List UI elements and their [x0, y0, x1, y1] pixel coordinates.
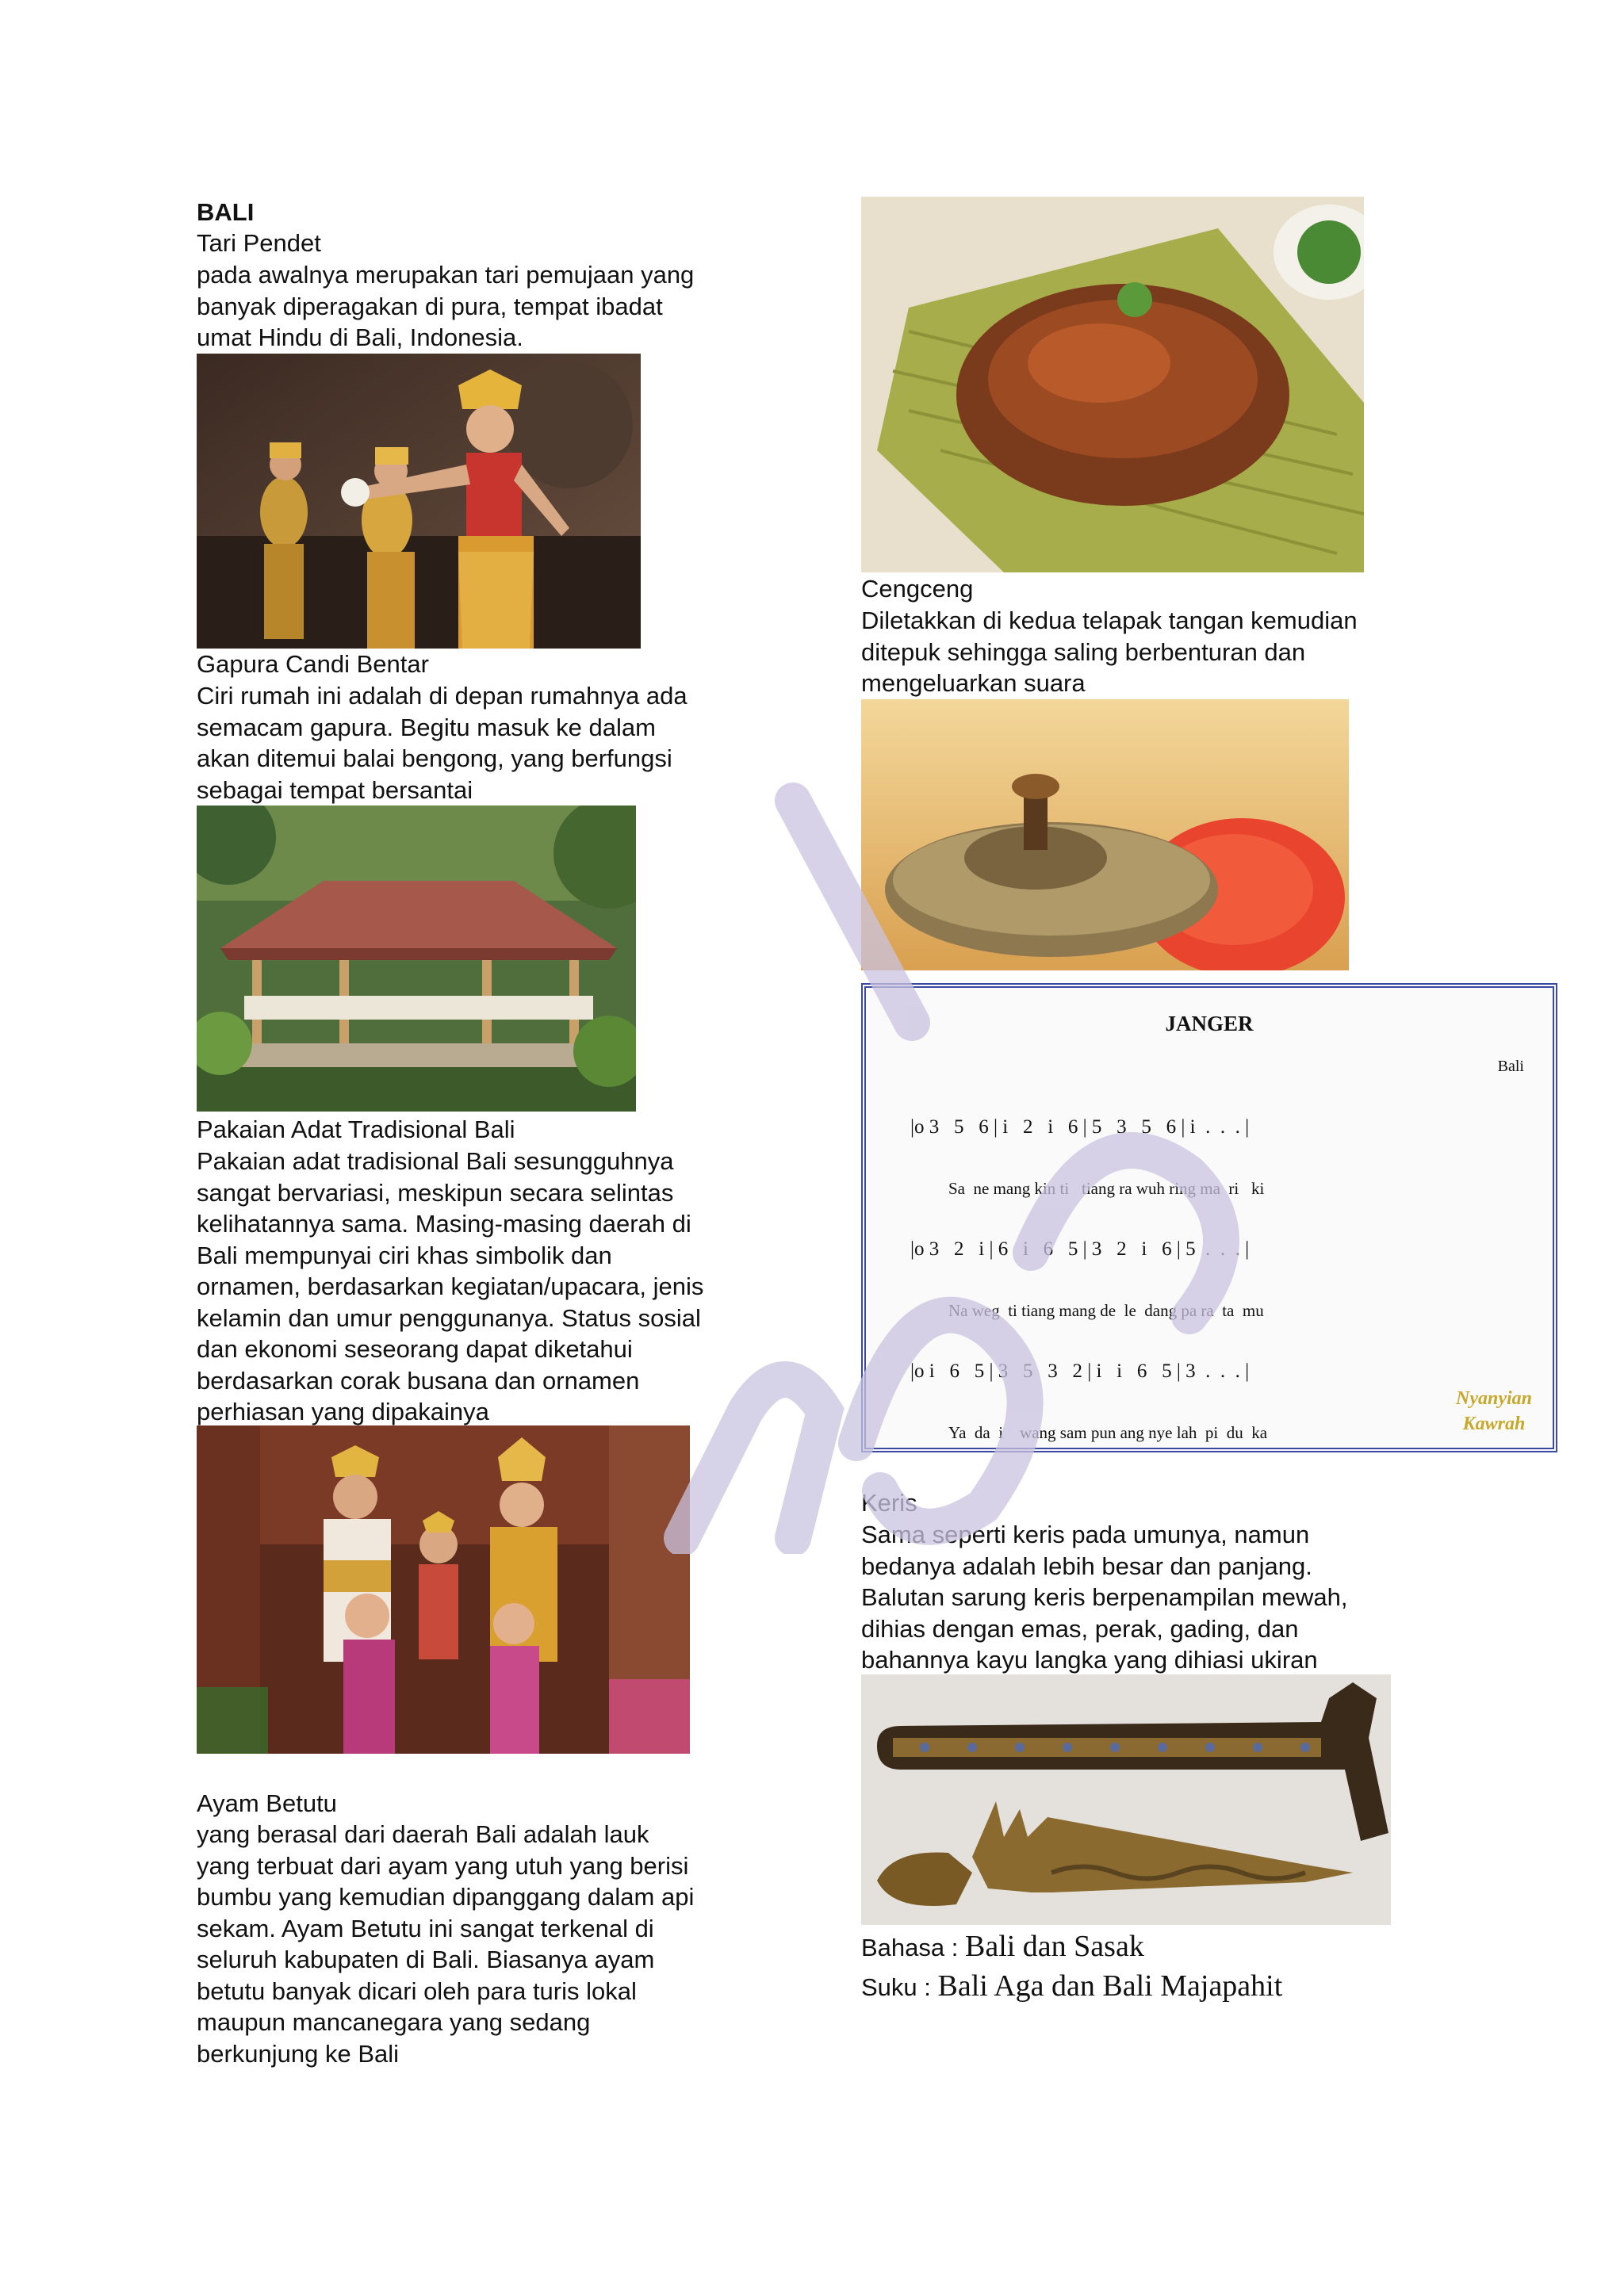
suku-label: Suku :: [861, 1973, 938, 2001]
ayam-body: yang berasal dari daerah Bali adalah lauk yang terbuat dari ayam yang utuh yang berisi bumbu yang kemudian dipanggang dalam api sekam. Ayam Betutu ini sangat terkenal di seluruh kabupaten di Bali. Biasanya ayam betutu banyak dicari oleh para turis lokal maupun mancanegara yang sedang berkunjung ke Bali: [197, 1820, 695, 2068]
gapura-photo: [197, 806, 636, 1112]
tari-pendet-heading: Tari Pendet: [197, 229, 321, 257]
janger-score: [861, 983, 1557, 1452]
keris-heading: Keris: [861, 1489, 917, 1517]
suku-line: [861, 1965, 1282, 2009]
bahasa-label: Bahasa :: [861, 1934, 965, 1961]
keris-body: Sama seperti keris pada umunya, namun bedanya adalah lebih besar dan panjang. Balutan sarung keris berpenampilan mewah, dihias dengan emas, perak, gading, dan bahannya kayu langka yang dihiasi ukiran: [861, 1521, 1348, 1674]
pakaian-heading: Pakaian Adat Tradisional Bali: [197, 1115, 515, 1143]
bahasa-line: [861, 1925, 1144, 1969]
score-notes: |o 3 2 i | 6 i 6 5 | 3 2 i 6 | 5 . . . |: [910, 1238, 1250, 1260]
suku-value: Bali Aga dan Bali Majapahit: [937, 1969, 1283, 2003]
keris-photo: [861, 1674, 1391, 1925]
score-notes: |o i 6 5 | 3 5 3 2 | i i 6 5 | 3 . . . |: [910, 1360, 1250, 1382]
cengceng-heading: Cengceng: [861, 575, 974, 603]
region-title: BALI: [197, 198, 255, 226]
score-title: JANGER: [1165, 1012, 1254, 1035]
tari-pendet-photo: [197, 354, 641, 649]
ayam-heading: Ayam Betutu: [197, 1789, 337, 1817]
pakaian-photo: [197, 1425, 690, 1754]
cengceng-body: Diletakkan di kedua telapak tangan kemudian ditepuk sehingga saling berbenturan dan mengeluarkan suara: [861, 607, 1358, 697]
bahasa-value: Bali dan Sasak: [964, 1930, 1144, 1963]
cengceng-photo: [861, 699, 1349, 970]
pakaian-body: Pakaian adat tradisional Bali sesungguhnya sangat bervariasi, meskipun secara selintas kelihatannya sama. Masing-masing daerah di Bali mempunyai ciri khas simbolik dan ornamen, berdasarkan kegiatan/upacara, jenis kelamin dan umur penggunanya. Status sosial dan ekonomi seseorang dapat diketahui berdasarkan corak busana dan ornamen perhiasan yang dipakainya: [197, 1147, 704, 1425]
gapura-heading: Gapura Candi Bentar: [197, 650, 429, 678]
ayam-betutu-photo: [861, 197, 1364, 572]
score-notes: |o 3 5 6 | i 2 i 6 | 5 3 5 6 | i . . . |: [910, 1116, 1250, 1138]
score-lyrics: Na weg ti tiang mang de le dang pa ra ta mu: [948, 1301, 1264, 1320]
tari-pendet-body: pada awalnya merupakan tari pemujaan yang banyak diperagakan di pura, tempat ibadat umat Hindu di Bali, Indonesia.: [197, 261, 695, 351]
score-lyrics: Ya da i wang sam pun ang nye lah pi du ka: [948, 1423, 1268, 1442]
score-stamp: Nyanyian Kawrah: [1456, 1388, 1532, 1434]
score-lyrics: Sa ne mang kin ti tiang ra wuh ring ma ri ki: [948, 1179, 1265, 1198]
gapura-body: Ciri rumah ini adalah di depan rumahnya ada semacam gapura. Begitu masuk ke dalam akan ditemui balai bengong, yang berfungsi sebagai tempat bersantai: [197, 682, 688, 804]
score-region: Bali: [1497, 1058, 1524, 1075]
score-rows: [910, 1081, 1300, 1452]
